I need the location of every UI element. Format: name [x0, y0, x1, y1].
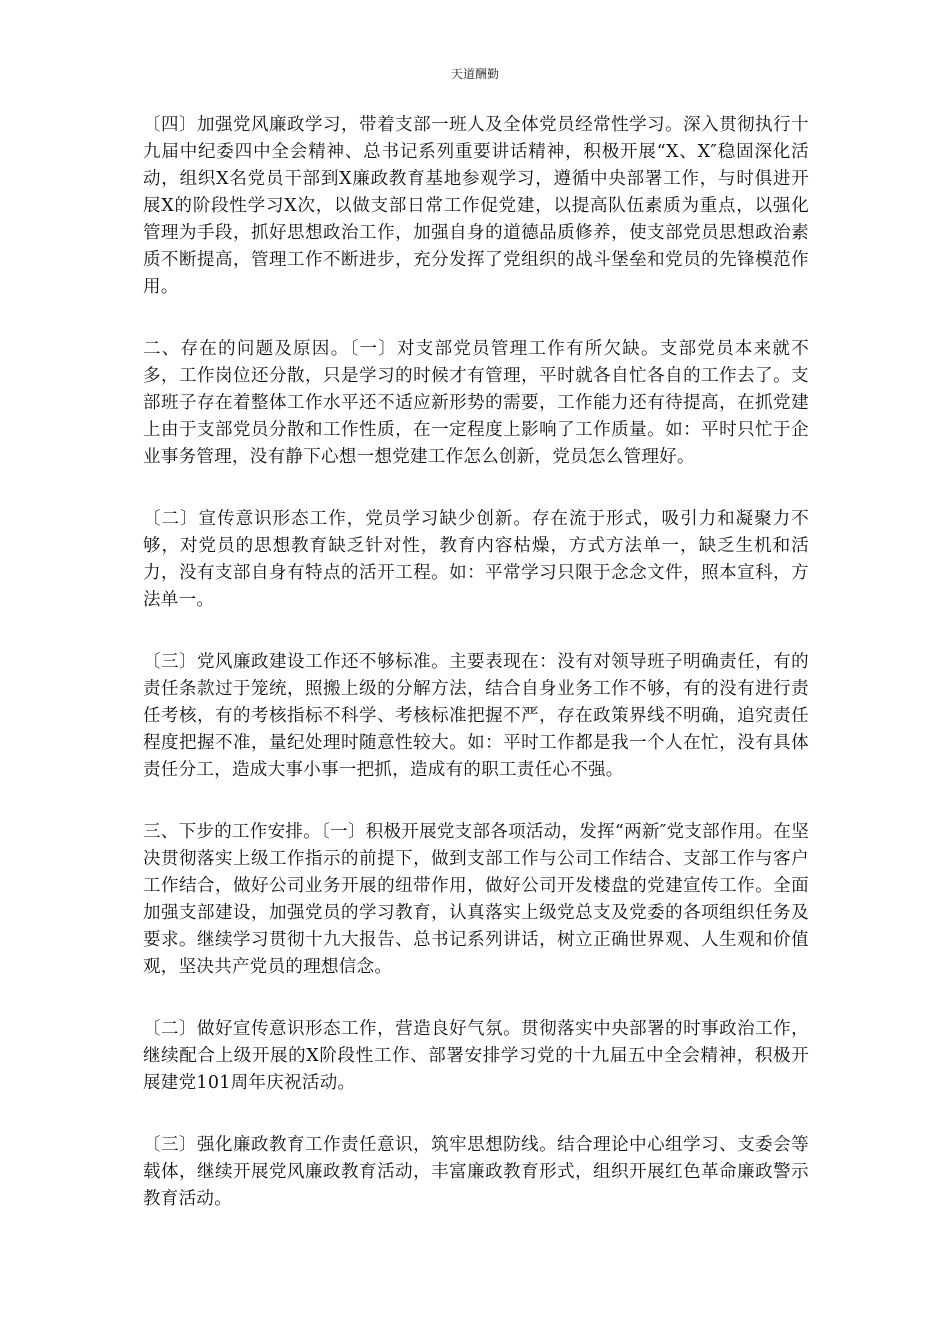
paragraph-plan-branch-activities: 三、下步的工作安排。〔一〕积极开展党支部各项活动，发挥“两新″党支部作用。在坚决贯彻落实上级工作指示的前提下，做到支部工作与公司工作结合、支部工作与客户工作结合，做好公司业务开展的纽带作用，做好公司开发楼盘的党建宣传工作。全面加强支部建设，加强党员的学习教育，认真落实上级党总支及党委的各项组织任务及要求。继续学习贯彻十九大报告、总书记系列讲话，树立正确世界观、人生观和价值观，坚决共产党员的理想信念。	[143, 822, 809, 977]
page-header: 天道酬勤	[450, 67, 499, 81]
document-body	[143, 112, 809, 1248]
paragraph-party-conduct-study: 〔四〕加强党风廉政学习，带着支部一班人及全体党员经常性学习。深入贯彻执行十九届中纪委四中全会精神、总书记系列重要讲话精神，积极开展“X、X″稳固深化活动，组织X名党员干部到X廉政教育基地参观学习，遵循中央部署工作，与时俱进开展X的阶段性学习X次，以做支部日常工作促党建，以提高队伍素质为重点，以强化管理为手段，抓好思想政治工作，加强自身的道德品质修养，使支部党员思想政治素质不断提高，管理工作不断进步，充分发挥了党组织的战斗堡垒和党员的先锋模范作用。	[143, 115, 809, 297]
paragraph-problems-member-management: 二、存在的问题及原因。〔一〕对支部党员管理工作有所欠缺。支部党员本来就不多，工作岗位还分散，只是学习的时候才有管理，平时就各自忙各自的工作去了。支部班子存在着整体工作水平还不适应新形势的需要，工作能力还有待提高，在抓党建上由于支部党员分散和工作性质，在一定程度上影响了工作质量。如：平时只忙于企业事务管理，没有静下心想一想党建工作怎么创新，党员怎么管理好。	[143, 339, 809, 467]
paragraph-plan-integrity-education: 〔三〕强化廉政教育工作责任意识，筑牢思想防线。结合理论中心组学习、支委会等载体，继续开展党风廉政教育活动，丰富廉政教育形式，组织开展红色革命廉政警示教育活动。	[143, 1135, 809, 1209]
paragraph-problems-integrity: 〔三〕党风廉政建设工作还不够标准。主要表现在：没有对领导班子明确责任，有的责任条款过于笼统，照搬上级的分解方法，结合自身业务工作不够，有的没有进行责任考核，有的考核指标不科学、考核标准把握不严，存在政策界线不明确，追究责任程度把握不准，量纪处理时随意性较大。如：平时工作都是我一个人在忙，没有具体责任分工，造成大事小事一把抓，造成有的职工责任心不强。	[143, 652, 809, 780]
paragraph-problems-propaganda: 〔二〕宣传意识形态工作，党员学习缺少创新。存在流于形式，吸引力和凝聚力不够，对党员的思想教育缺乏针对性，教育内容枯燥，方式方法单一，缺乏生机和活力，没有支部自身有特点的活开工程。如：平常学习只限于念念文件，照本宣科，方法单一。	[143, 509, 809, 610]
paragraph-plan-propaganda: 〔二〕做好宣传意识形态工作，营造良好气氛。贯彻落实中央部署的时事政治工作，继续配合上级开展的X阶段性工作、部署安排学习党的十九届五中全会精神，积极开展建党101周年庆祝活动。	[143, 1019, 809, 1093]
